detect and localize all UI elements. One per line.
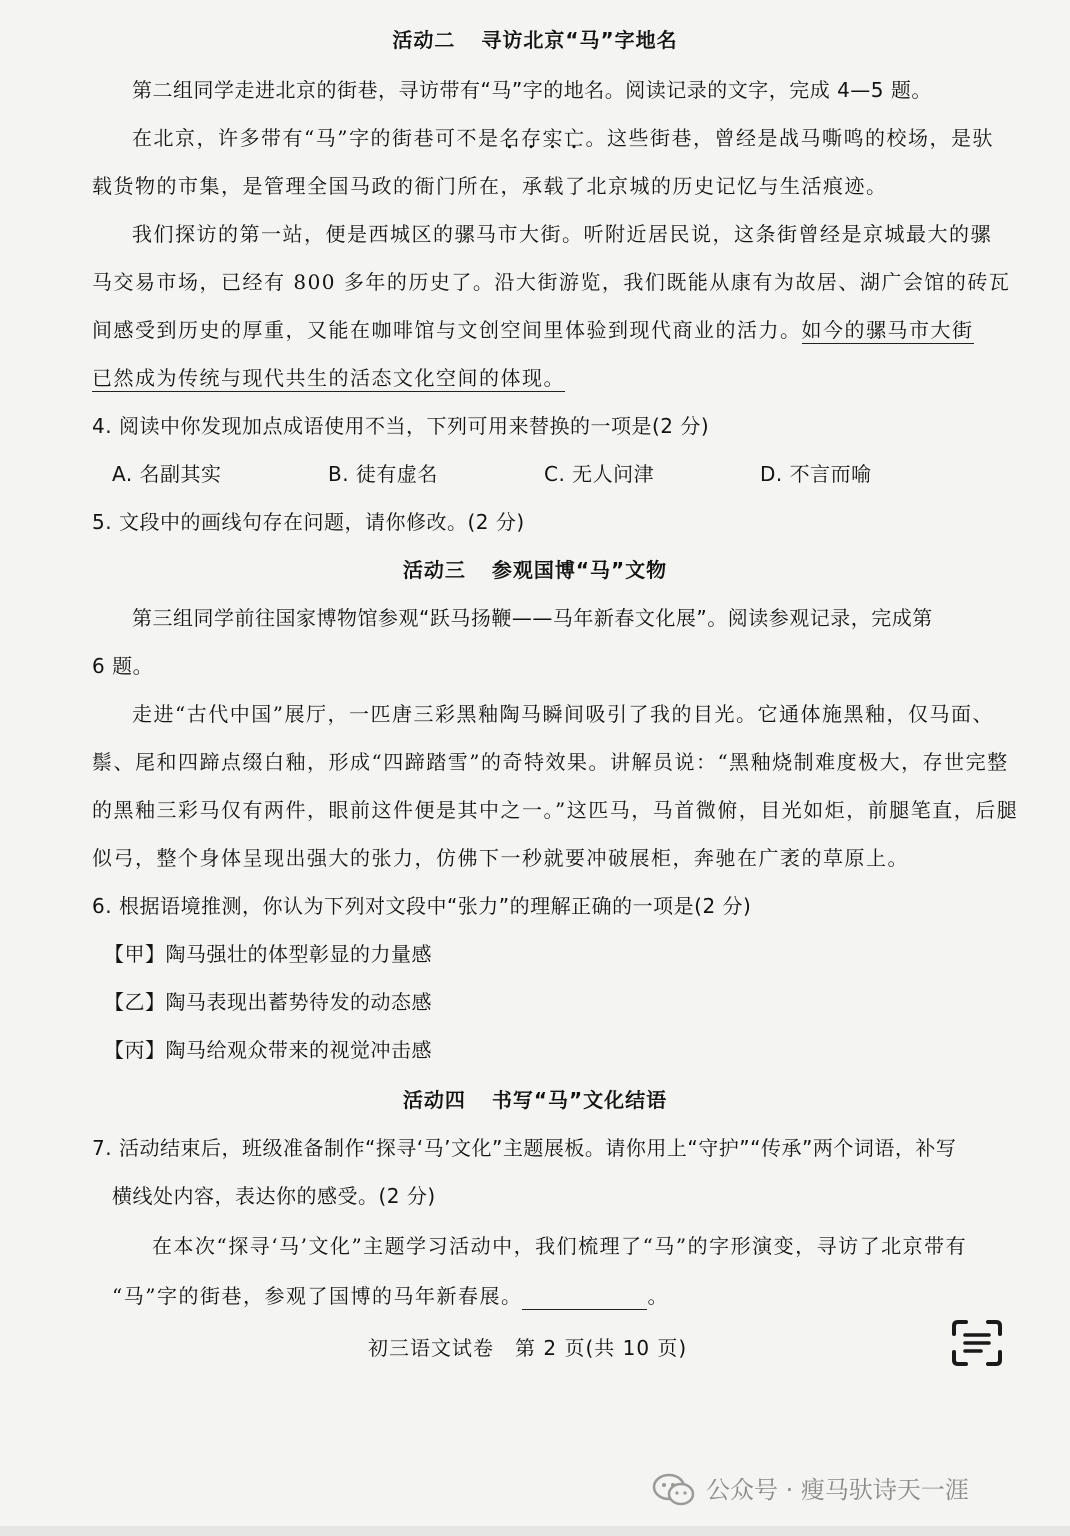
scan-text-icon[interactable]: [950, 1318, 1004, 1368]
activity3-title: [0, 556, 1070, 584]
page-bottom-edge: [0, 1526, 1070, 1536]
activity3-p-line4: 似弓，整个身体呈现出强大的张力，仿佛下一秒就要冲破展柜，奔驰在广袤的草原上。: [92, 846, 909, 870]
activity4-title-text: 书写“马”文化结语: [491, 1088, 668, 1112]
activity2-p2-line3: [92, 316, 974, 344]
p2-line3-text: 间感受到历史的厚重，又能在咖啡馆与文创空间里体验到现代商业的活力。: [92, 318, 802, 342]
activity3-intro-line2: 6 题。: [92, 654, 154, 678]
question-4: 4. 阅读中你发现加点成语使用不当，下列可用来替换的一项是(2 分): [92, 414, 710, 438]
activity2-p2-line2: 马交易市场，已经有 800 多年的历史了。沿大街游览，我们既能从康有为故居、湖广会馆的砖瓦: [92, 270, 1011, 294]
activity2-title: [0, 26, 1070, 54]
q6-option-jia: 【甲】陶马强壮的体型彰显的力量感: [104, 942, 432, 966]
q6-option-bing: 【丙】陶马给观众带来的视觉冲击感: [104, 1038, 432, 1062]
activity2-intro: 第二组同学走进北京的街巷，寻访带有“马”字的地名。阅读记录的文字，完成 4—5 题。: [132, 78, 932, 102]
p1-text-pre: 在北京，许多带有“马”字的街巷可不是: [132, 126, 500, 150]
page-footer: 初三语文试卷 第 2 页(共 10 页): [368, 1336, 688, 1360]
q4-option-d: D. 不言而喻: [760, 462, 872, 486]
q4-option-a: A. 名副其实: [112, 462, 222, 486]
question-6: 6. 根据语境推测，你认为下列对文段中“张力”的理解正确的一项是(2 分): [92, 894, 752, 918]
underlined-sentence-part2: 已然成为传统与现代共生的活态文化空间的体现。: [92, 366, 565, 390]
activity3-intro-line1: 第三组同学前往国家博物馆参观“跃马扬鞭——马年新春文化展”。阅读参观记录，完成第: [132, 606, 933, 630]
p1-text-post: 。这些街巷，曾经是战马嘶鸣的校场，是驮: [585, 126, 994, 150]
question-7-line2: 横线处内容，表达你的感受。(2 分): [112, 1184, 436, 1208]
activity2-p1-line2: 载货物的市集，是管理全国马政的衙门所在，承载了北京城的历史记忆与生活痕迹。: [92, 174, 888, 198]
activity2-p2-line1: 我们探访的第一站，便是西城区的骡马市大街。听附近居民说，这条街曾经是京城最大的骡: [132, 222, 992, 246]
p-line2-period: 。: [647, 1284, 669, 1308]
activity3-p-line1: 走进“古代中国”展厅，一匹唐三彩黑釉陶马瞬间吸引了我的目光。它通体施黑釉，仅马面、: [132, 702, 994, 726]
activity4-p-line2: [112, 1282, 669, 1310]
p-line2-text: “马”字的街巷，参观了国博的马年新春展。: [112, 1284, 523, 1308]
question-7-line1: 7. 活动结束后，班级准备制作“探寻‘马’文化”主题展板。请你用上“守护”“传承”两个词语，补写: [92, 1136, 957, 1160]
activity4-p-line1: 在本次“探寻‘马’文化”主题学习活动中，我们梳理了“马”的字形演变，寻访了北京带有: [152, 1234, 968, 1258]
q6-option-yi: 【乙】陶马表现出蓄势待发的动态感: [104, 990, 432, 1014]
activity2-title-label: 活动二: [392, 28, 456, 52]
activity2-p1-line1: [132, 124, 994, 152]
answer-blank[interactable]: [522, 1287, 647, 1310]
activity3-p-line3: 的黑釉三彩马仅有两件，眼前这件便是其中之一。”这匹马，马首微俯，目光如炬，前腿笔直，后腿: [92, 798, 1019, 822]
q4-option-b: B. 徒有虚名: [328, 462, 438, 486]
activity4-title: [0, 1086, 1070, 1114]
dotted-idiom: 名存实亡: [499, 126, 586, 150]
wechat-icon: [652, 1472, 696, 1508]
activity2-p2-line4: [92, 364, 565, 392]
watermark-text: 公众号 · 瘦马驮诗天一涯: [706, 1476, 969, 1504]
question-5: 5. 文段中的画线句存在问题，请你修改。(2 分): [92, 510, 525, 534]
activity3-p-line2: 鬃、尾和四蹄点缀白釉，形成“四蹄踏雪”的奇特效果。讲解员说：“黑釉烧制难度极大，存世完整: [92, 750, 1009, 774]
activity3-title-text: 参观国博“马”文物: [491, 558, 668, 582]
activity4-title-label: 活动四: [402, 1088, 466, 1112]
underlined-sentence-part1: 如今的骡马市大街: [801, 318, 974, 342]
activity3-title-label: 活动三: [402, 558, 466, 582]
q4-option-c: C. 无人问津: [544, 462, 655, 486]
activity2-title-text: 寻访北京“马”字地名: [481, 28, 678, 52]
